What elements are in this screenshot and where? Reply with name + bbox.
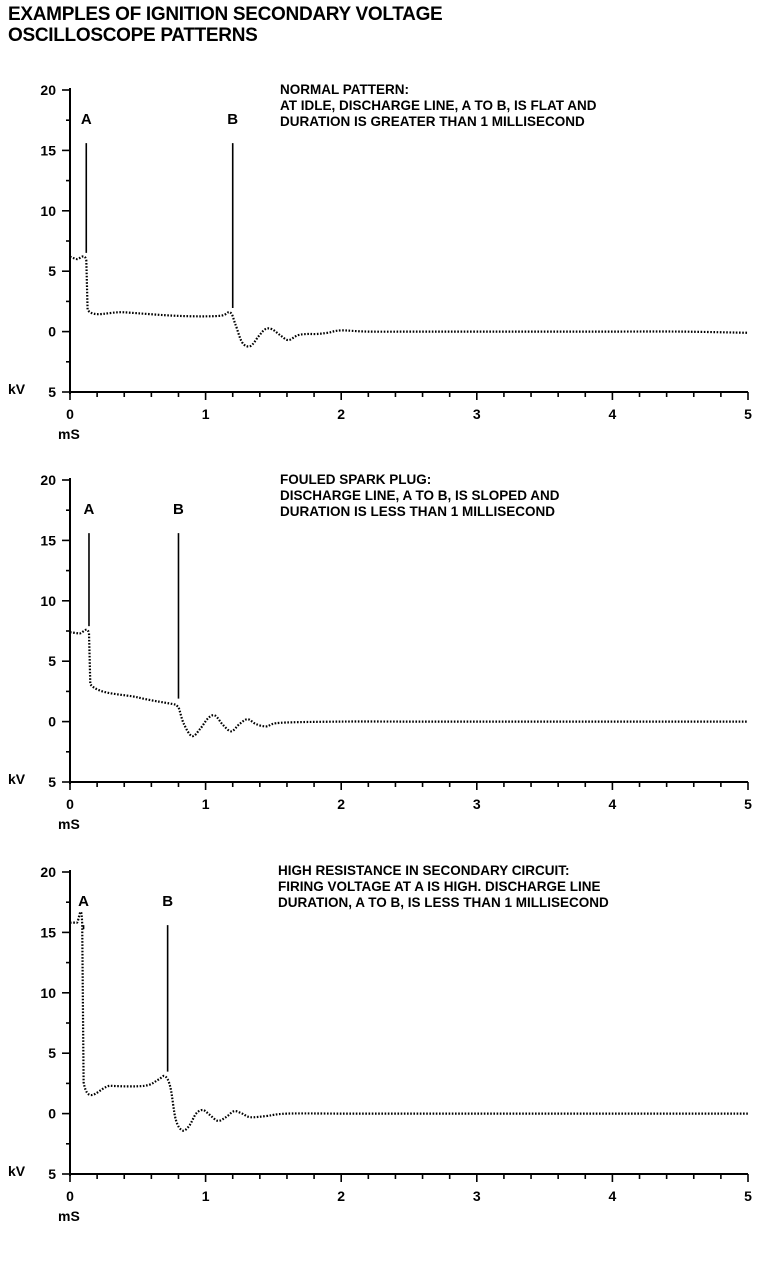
x-tick-label: 3	[472, 796, 481, 812]
y-tick-label: 10	[40, 592, 56, 609]
y-axis-unit-label: kV	[8, 1163, 26, 1179]
x-tick-label: 2	[337, 1188, 346, 1204]
x-tick-label: 5	[744, 1188, 752, 1204]
x-tick-label: 1	[201, 1188, 210, 1204]
annotation-line: DURATION IS GREATER THAN 1 MILLISECOND	[280, 114, 585, 129]
x-tick-label: 0	[66, 1188, 74, 1204]
voltage-trace-line	[70, 630, 748, 736]
page-title-line-2: OSCILLOSCOPE PATTERNS	[8, 25, 258, 46]
annotation-line: DURATION, A TO B, IS LESS THAN 1 MILLISECOND	[278, 895, 609, 910]
y-tick-label: 15	[40, 532, 56, 549]
marker-label-b: B	[173, 500, 184, 518]
x-tick-label: 1	[201, 406, 210, 422]
y-tick-label: 15	[40, 924, 56, 941]
y-axis-unit-label: kV	[8, 381, 26, 397]
annotation-line: NORMAL PATTERN:	[280, 82, 409, 97]
x-tick-label: 0	[66, 406, 74, 422]
annotation-line: FIRING VOLTAGE AT A IS HIGH. DISCHARGE LINE	[278, 879, 601, 894]
y-tick-label: 5	[48, 774, 56, 790]
x-tick-label: 3	[472, 406, 481, 422]
oscilloscope-chart-high-resistance	[0, 862, 768, 1262]
y-tick-label: 5	[48, 263, 56, 280]
x-axis-unit-label: mS	[58, 1208, 80, 1224]
voltage-trace-line	[70, 256, 748, 346]
voltage-trace-line	[70, 912, 748, 1131]
x-tick-label: 2	[337, 406, 346, 422]
y-tick-label: 0	[48, 323, 56, 340]
x-tick-label: 5	[744, 796, 752, 812]
annotation-line: FOULED SPARK PLUG:	[280, 472, 432, 487]
x-tick-label: 4	[608, 1188, 617, 1204]
y-tick-label: 20	[40, 82, 56, 98]
y-tick-label: 10	[40, 984, 56, 1001]
annotation-line: DISCHARGE LINE, A TO B, IS SLOPED AND	[280, 488, 560, 503]
y-tick-label: 20	[40, 864, 56, 880]
x-tick-label: 5	[744, 406, 752, 422]
page-title-line-1: EXAMPLES OF IGNITION SECONDARY VOLTAGE	[8, 4, 443, 25]
y-tick-label: 0	[48, 713, 56, 730]
y-tick-label: 0	[48, 1105, 56, 1122]
x-tick-label: 4	[608, 406, 617, 422]
y-axis-unit-label: kV	[8, 771, 26, 787]
marker-label-a: A	[83, 500, 95, 518]
x-axis-unit-label: mS	[58, 816, 80, 832]
annotation-line: DURATION IS LESS THAN 1 MILLISECOND	[280, 504, 556, 519]
y-tick-label: 5	[48, 1045, 56, 1062]
oscilloscope-chart-normal	[0, 80, 768, 480]
y-tick-label: 10	[40, 202, 56, 219]
marker-label-b: B	[227, 110, 239, 128]
annotation-line: HIGH RESISTANCE IN SECONDARY CIRCUIT:	[278, 863, 570, 878]
x-tick-label: 4	[608, 796, 617, 812]
x-axis-unit-label: mS	[58, 426, 80, 442]
y-tick-label: 5	[48, 384, 56, 400]
y-tick-label: 5	[48, 1166, 56, 1182]
y-tick-label: 5	[48, 653, 56, 670]
annotation-line: AT IDLE, DISCHARGE LINE, A TO B, IS FLAT AND	[280, 98, 597, 113]
page-title	[8, 4, 442, 46]
x-tick-label: 0	[66, 796, 74, 812]
y-tick-label: 20	[40, 472, 56, 488]
y-tick-label: 15	[40, 142, 56, 159]
marker-label-a: A	[80, 110, 92, 128]
x-tick-label: 2	[337, 796, 346, 812]
marker-label-b: B	[162, 892, 174, 910]
marker-label-a: A	[78, 892, 89, 910]
x-tick-label: 1	[201, 796, 210, 812]
oscilloscope-chart-fouled-plug	[0, 470, 768, 870]
x-tick-label: 3	[472, 1188, 481, 1204]
